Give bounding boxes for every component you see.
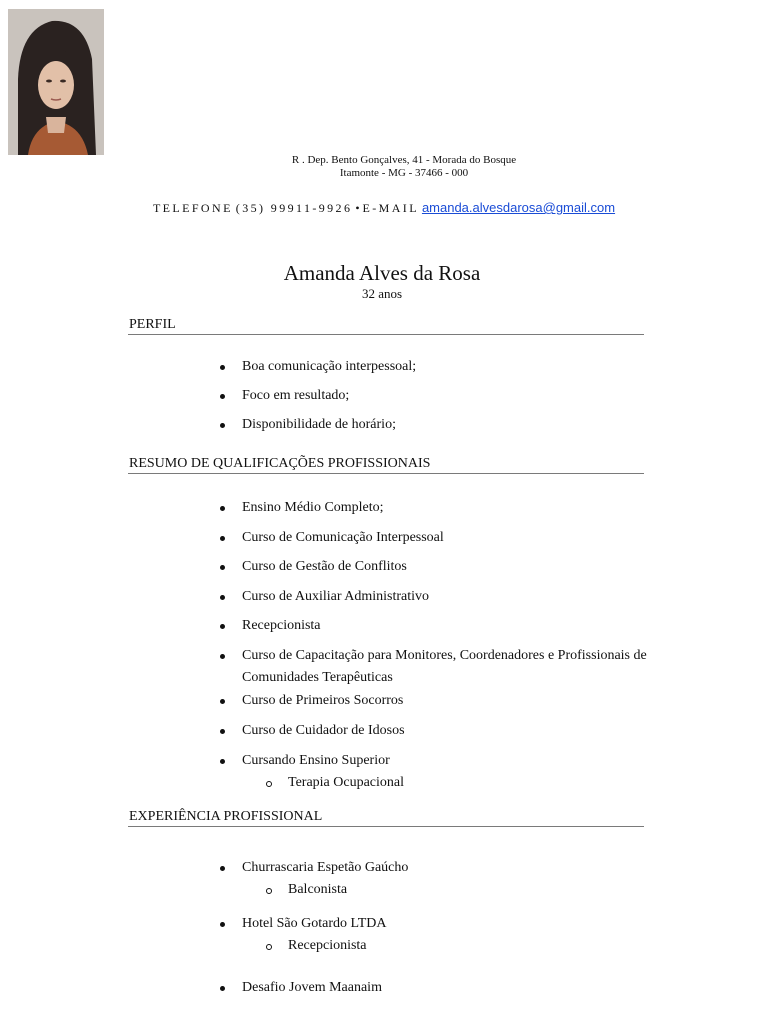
list-item-text: Curso de Capacitação para Monitores, Coordenadores e Profissionais de Comunidades Terapêuticas [242, 648, 647, 685]
list-item [242, 720, 652, 742]
bullet-icon [220, 986, 225, 991]
address-block [0, 154, 768, 180]
section-title-qualificacoes: RESUMO DE QUALIFICAÇÕES PROFISSIONAIS [128, 455, 644, 474]
contact-line [0, 200, 768, 216]
list-item [242, 356, 652, 378]
section-title-perfil: PERFIL [128, 316, 644, 335]
list-item-text: Boa comunicação interpessoal; [242, 359, 417, 374]
list-item [242, 645, 654, 689]
circle-bullet-icon [266, 781, 272, 787]
list-item-text: Disponibilidade de horário; [242, 417, 396, 432]
list-item-text: Curso de Auxiliar Administrativo [242, 589, 430, 604]
sub-list-item [288, 935, 367, 957]
phone-value: (35) 99911-9926 [235, 201, 353, 215]
list-item-text: Curso de Comunicação Interpessoal [242, 530, 444, 545]
bullet-icon [220, 922, 225, 927]
person-age: 32 anos [361, 286, 403, 301]
list-item [242, 497, 652, 519]
email-link[interactable]: amanda.alvesdarosa@gmail.com [421, 200, 616, 215]
sub-list-item-text: Balconista [288, 882, 348, 897]
list-item-text: Foco em resultado; [242, 388, 350, 403]
list-item [242, 857, 652, 879]
sub-list-item [288, 879, 347, 901]
bullet-icon [220, 699, 225, 704]
bullet-icon [220, 729, 225, 734]
list-item [242, 615, 652, 637]
list-item [242, 690, 652, 712]
bullet-icon [220, 536, 225, 541]
address-line-1: R . Dep. Bento Gonçalves, 41 - Morada do Bosque [291, 154, 517, 166]
list-item-text: Curso de Gestão de Conflitos [242, 559, 407, 574]
list-item-text: Curso de Cuidador de Idosos [242, 723, 405, 738]
list-item-text: Ensino Médio Completo; [242, 500, 384, 515]
email-label: E-MAIL [362, 201, 419, 215]
bullet-icon [220, 365, 225, 370]
separator-dot: • [355, 201, 360, 215]
bullet-icon [220, 423, 225, 428]
bullet-icon [220, 565, 225, 570]
list-item [242, 913, 652, 935]
list-item-text: Cursando Ensino Superior [242, 753, 390, 768]
circle-bullet-icon [266, 944, 272, 950]
bullet-icon [220, 595, 225, 600]
bullet-icon [220, 654, 225, 659]
list-item [242, 556, 652, 578]
sub-list-item-text: Terapia Ocupacional [288, 775, 405, 790]
phone-label: TELEFONE [152, 201, 233, 215]
list-item-text: Curso de Primeiros Socorros [242, 693, 404, 708]
list-item [242, 527, 652, 549]
person-name: Amanda Alves da Rosa [283, 261, 481, 285]
list-item [242, 977, 652, 999]
circle-bullet-icon [266, 888, 272, 894]
list-item-text: Hotel São Gotardo LTDA [242, 916, 387, 931]
list-item [242, 385, 652, 407]
section-title-experiencia: EXPERIÊNCIA PROFISSIONAL [128, 808, 644, 827]
list-item-text: Churrascaria Espetão Gaúcho [242, 860, 409, 875]
list-item-text: Desafio Jovem Maanaim [242, 980, 382, 995]
bullet-icon [220, 866, 225, 871]
list-item [242, 750, 652, 772]
profile-photo [8, 9, 104, 155]
list-item [242, 586, 652, 608]
address-line-2: Itamonte - MG - 37466 - 000 [339, 167, 469, 179]
bullet-icon [220, 624, 225, 629]
sub-list-item [288, 772, 404, 794]
sub-list-item-text: Recepcionista [288, 938, 367, 953]
bullet-icon [220, 506, 225, 511]
bullet-icon [220, 394, 225, 399]
list-item [242, 414, 652, 436]
bullet-icon [220, 759, 225, 764]
profile-photo-illustration [8, 9, 104, 155]
list-item-text: Recepcionista [242, 618, 321, 633]
